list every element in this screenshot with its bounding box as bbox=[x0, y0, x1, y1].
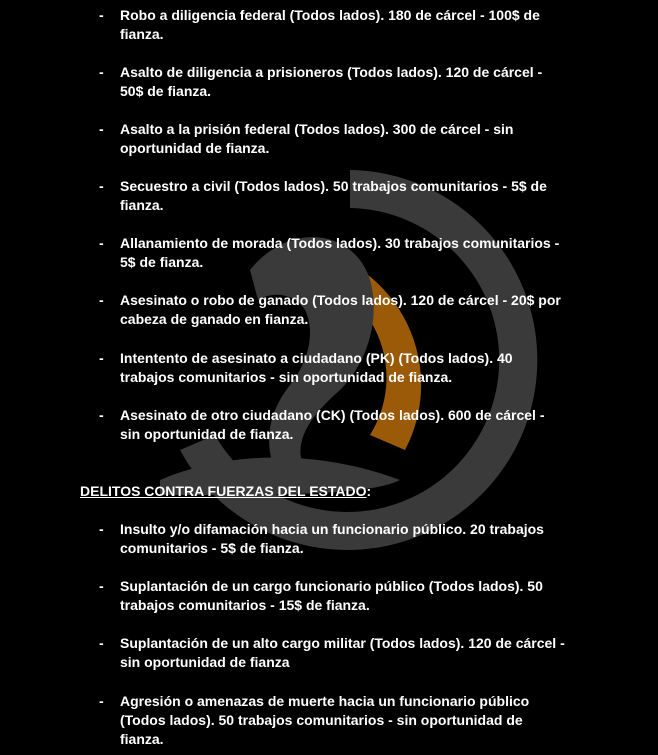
bullet-dash: - bbox=[99, 121, 104, 137]
bullet-dash: - bbox=[99, 350, 104, 366]
list-item-text: Asalto de diligencia a prisioneros (Todos lados). 120 de cárcel - 50$ de fianza. bbox=[120, 64, 543, 99]
bullet-dash: - bbox=[99, 292, 104, 308]
bullet-dash: - bbox=[99, 693, 104, 709]
section-heading bbox=[80, 482, 371, 501]
section-heading-title: DELITOS CONTRA FUERZAS DEL ESTADO bbox=[80, 483, 367, 499]
bullet-dash: - bbox=[99, 578, 104, 594]
section-heading-suffix: : bbox=[366, 483, 372, 499]
list-item-text: Suplantación de un cargo funcionario público (Todos lados). 50 trabajos comunitarios - 15$ de fianza. bbox=[120, 578, 543, 613]
bullet-dash: - bbox=[99, 521, 104, 537]
bullet-dash: - bbox=[99, 235, 104, 251]
list-item-text: Insulto y/o difamación hacia un funcionario público. 20 trabajos comunitarios - 5$ de fianza. bbox=[120, 521, 544, 556]
list-item-text: Intentento de asesinato a ciudadano (PK) (Todos lados). 40 trabajos comunitarios - sin oportunidad de fianza. bbox=[120, 350, 513, 385]
bullet-dash: - bbox=[99, 178, 104, 194]
bullet-dash: - bbox=[99, 635, 104, 651]
list-item-text: Robo a diligencia federal (Todos lados). 180 de cárcel - 100$ de fianza. bbox=[120, 7, 540, 42]
list-item-text: Secuestro a civil (Todos lados). 50 trabajos comunitarios - 5$ de fianza. bbox=[120, 178, 547, 213]
list-item-text: Asesinato de otro ciudadano (CK) (Todos lados). 600 de cárcel - sin oportunidad de fianza. bbox=[120, 407, 545, 442]
list-item-text: Agresión o amenazas de muerte hacia un funcionario público (Todos lados). 50 trabajos comunitarios - sin oportunidad de fianza. bbox=[120, 693, 530, 747]
bullet-dash: - bbox=[99, 64, 104, 80]
list-item-text: Asalto a la prisión federal (Todos lados). 300 de cárcel - sin oportunidad de fianza. bbox=[120, 121, 514, 156]
list-item-text: Allanamiento de morada (Todos lados). 30 trabajos comunitarios - 5$ de fianza. bbox=[120, 235, 560, 270]
list-item-text: Suplantación de un alto cargo militar (Todos lados). 120 de cárcel - sin oportunidad de fianza bbox=[120, 635, 565, 670]
bullet-dash: - bbox=[99, 7, 104, 23]
bullet-dash: - bbox=[99, 407, 104, 423]
list-item-text: Asesinato o robo de ganado (Todos lados). 120 de cárcel - 20$ por cabeza de ganado en fianza. bbox=[120, 292, 561, 327]
